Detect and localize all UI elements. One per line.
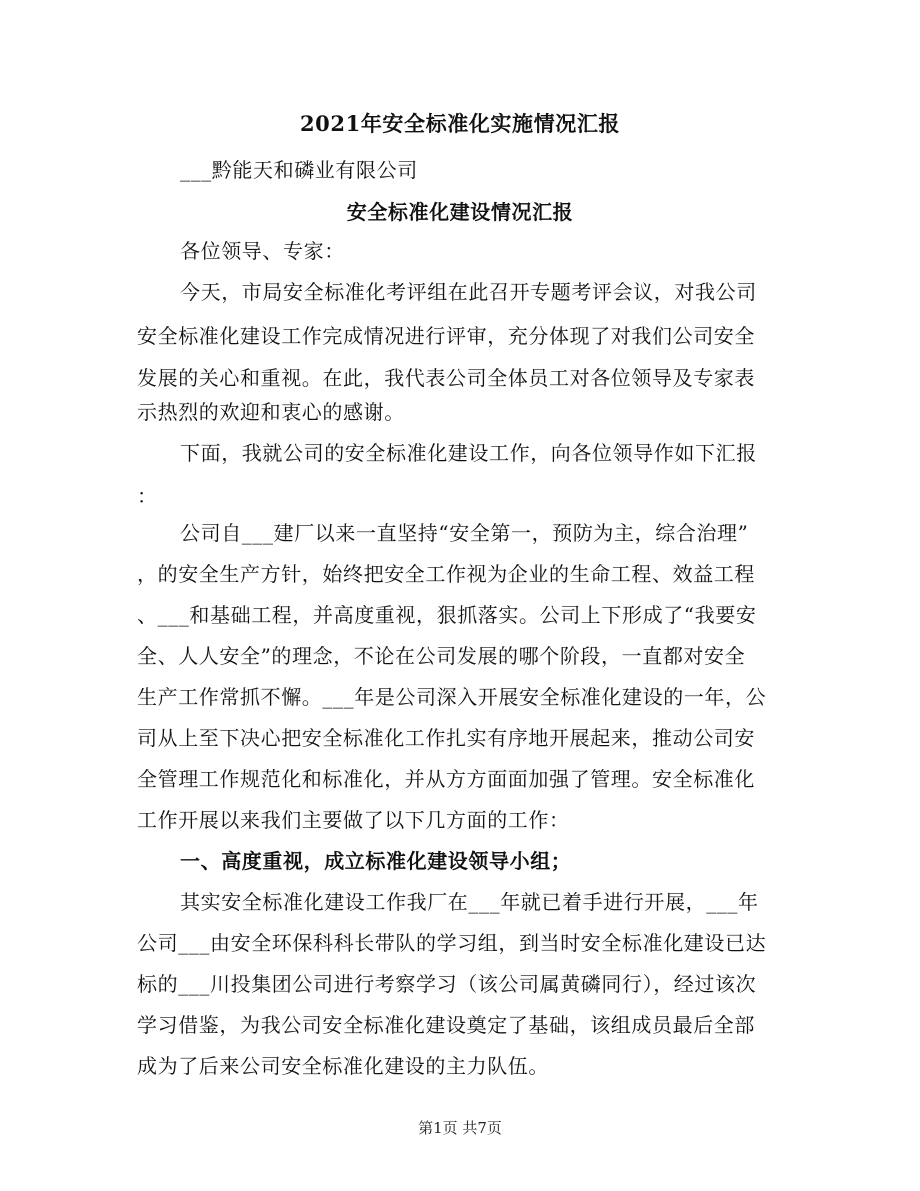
body-line: 工作开展以来我们主要做了以下几方面的工作： bbox=[137, 808, 570, 832]
body-line: 发展的关心和重视。在此，我代表公司全体员工对各位领导及专家表 bbox=[137, 366, 755, 390]
body-line: ： bbox=[137, 484, 158, 508]
document-title: 2021年安全标准化实施情况汇报 bbox=[299, 111, 621, 136]
body-line: 下面，我就公司的安全标准化建设工作，向各位领导作如下汇报 bbox=[180, 441, 757, 465]
greeting: 各位领导、专家： bbox=[180, 239, 345, 263]
company-name: ___黔能天和磷业有限公司 bbox=[180, 158, 418, 182]
section-heading: 一、高度重视，成立标准化建设领导小组； bbox=[180, 849, 572, 873]
body-line: 学习借鉴，为我公司安全标准化建设奠定了基础，该组成员最后全部 bbox=[137, 1013, 755, 1037]
page-number: 第1页 共7页 bbox=[418, 1119, 502, 1137]
body-line: 全管理工作规范化和标准化，并从方方面面加强了管理。安全标准化 bbox=[137, 767, 755, 791]
body-line: 生产工作常抓不懈。___年是公司深入开展安全标准化建设的一年，公 bbox=[137, 685, 767, 709]
body-line: 司从上至下决心把安全标准化工作扎实有序地开展起来，推动公司安 bbox=[137, 726, 755, 750]
section-subtitle: 安全标准化建设情况汇报 bbox=[346, 200, 574, 224]
body-line: 公司自___建厂以来一直坚持“安全第一，预防为主，综合治理” bbox=[180, 521, 749, 545]
body-line: 安全标准化建设工作完成情况进行评审，充分体现了对我们公司安全 bbox=[137, 324, 755, 348]
body-line: 今天，市局安全标准化考评组在此召开专题考评会议，对我公司 bbox=[180, 280, 757, 304]
body-line: 、___和基础工程，并高度重视，狠抓落实。公司上下形成了“我要安 bbox=[137, 603, 757, 627]
body-line: 标的___川投集团公司进行考察学习（该公司属黄磷同行），经过该次 bbox=[137, 972, 757, 996]
body-line: 成为了后来公司安全标准化建设的主力队伍。 bbox=[137, 1054, 549, 1078]
body-line: ，的安全生产方针，始终把安全工作视为企业的生命工程、效益工程 bbox=[137, 562, 755, 586]
body-line: 全、人人安全”的理念，不论在公司发展的哪个阶段，一直都对安全 bbox=[137, 644, 746, 668]
body-line: 其实安全标准化建设工作我厂在___年就已着手进行开展，___年 bbox=[180, 890, 759, 914]
body-line: 公司___由安全环保科科长带队的学习组，到当时安全标准化建设已达 bbox=[137, 931, 767, 955]
body-line: 示热烈的欢迎和衷心的感谢。 bbox=[137, 400, 405, 424]
